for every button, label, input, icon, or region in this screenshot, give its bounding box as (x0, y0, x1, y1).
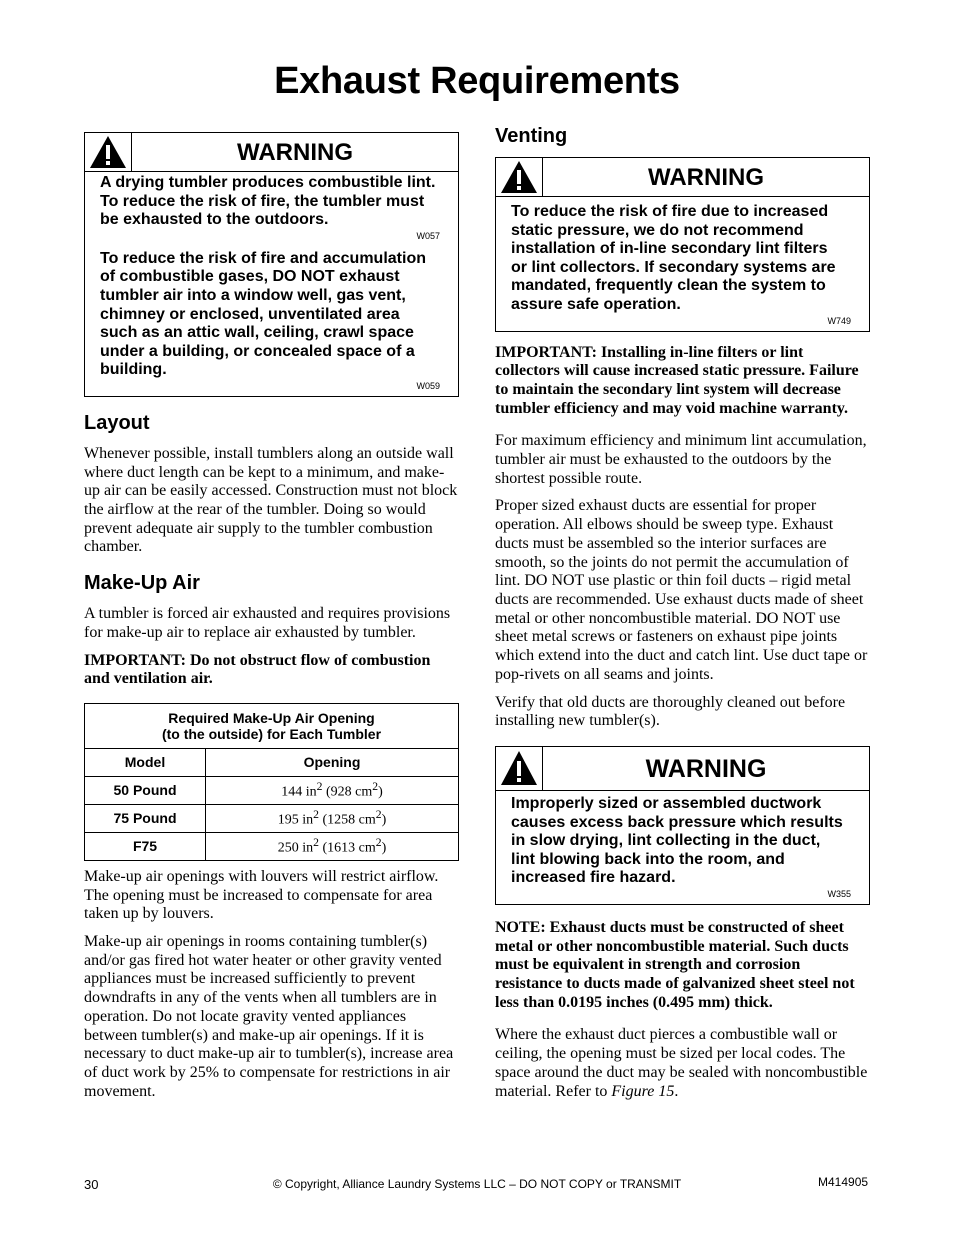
paragraph-layout: Whenever possible, install tumblers along an outside wall where duct length can be kept to a minimum, and make-up air can be easily accessed. Construction must not block the airflow at the rear of the tumbler. Doing so would prevent adequate air supply to the tumbler combustion chamber. (84, 444, 458, 556)
warning-title: WARNING (237, 139, 353, 166)
paragraph-louvers: Make-up air openings with louvers will restrict airflow. The opening must be increased to compensate for area taken up by louvers. (84, 867, 439, 923)
warning-code: W059 (416, 380, 440, 391)
cell-model: 75 Pound (85, 804, 206, 832)
makeup-air-table (84, 703, 459, 861)
warning-box-combustible-lint (84, 132, 459, 397)
warning-text: A drying tumbler produces combustible lint. To reduce the risk of fire, the tumbler must be exhausted to the outdoors. (100, 174, 436, 229)
warning-icon-cell (85, 133, 132, 171)
table-row (85, 832, 459, 860)
warning-header (85, 133, 458, 172)
warning-code: W057 (416, 230, 440, 241)
warning-box-ductwork (495, 746, 870, 905)
note-exhaust-ducts: NOTE: Exhaust ducts must be constructed of sheet metal or other noncombustible material. Such ducts must be equivalent in strength and corrosion resistance to ducts made of galvanized sheet steel not less than 0.0195 inches (0.495 mm) thick. (495, 918, 855, 1011)
page-title: Exhaust Requirements (274, 60, 680, 102)
left-column (84, 132, 459, 1101)
warning-body (85, 172, 458, 396)
column-header-opening: Opening (206, 748, 459, 776)
warning-triangle-icon (500, 750, 538, 786)
warning-icon-cell (496, 747, 543, 790)
warning-text: To reduce the risk of fire and accumulation of combustible gases, DO NOT exhaust tumbler air into a window well, gas vent, chimney or enclosed, unventilated area such as an attic wall, ceiling, crawl space under a building, or concealed space of a building. (100, 249, 426, 379)
paragraph-combustible-wall: Where the exhaust duct pierces a combustible wall or ceiling, the opening must be sized per local codes. The space around the duct may be sealed with noncombustible material. Refer to Figure 15. (495, 1026, 868, 1100)
paragraph-makeup-air: A tumbler is forced air exhausted and requires provisions for make-up air to replace air exhausted by tumbler. (84, 605, 451, 641)
warning-body (496, 791, 869, 904)
section-heading-venting: Venting (495, 125, 568, 147)
warning-triangle-icon (500, 160, 538, 194)
important-note-filters: IMPORTANT: Installing in-line filters or lint collectors will cause increased static pressure. Failure to maintain the secondary lint system will decrease tumbler efficiency and may void machine warranty. (495, 343, 859, 417)
warning-body (496, 197, 869, 331)
warning-title: WARNING (645, 754, 767, 783)
table-row (85, 776, 459, 804)
table-caption (85, 703, 459, 748)
cell-opening: 250 $in^2$ (1613 $cm^2$) (206, 832, 459, 860)
section-heading-layout: Layout (84, 411, 150, 434)
warning-text: To reduce the risk of fire due to increased static pressure, we do not recommend installation of in-line secondary lint filters or lint collectors. If secondary systems are mandated, frequently clean the system to assure safe operation. (511, 203, 836, 313)
cell-opening: 195 $in^2$ (1258 $cm^2$) (206, 804, 459, 832)
page-number: 30 (84, 1177, 99, 1192)
document-number: M414905 (818, 1175, 869, 1189)
section-heading-makeup-air: Make-Up Air (84, 572, 200, 595)
table-caption-line1: Required Make-Up Air Opening (168, 709, 375, 726)
warning-icon-cell (496, 158, 543, 196)
table-row (85, 804, 459, 832)
paragraph-verify: Verify that old ducts are thoroughly cleaned out before installing new tumbler(s). (495, 693, 846, 730)
paragraph-ducts: Proper sized exhaust ducts are essential for proper operation. All elbows should be sweep type. Exhaust ducts must be assembled so the interior surfaces are smooth, so the joints do not permit the accumulation of lint. DO NOT use plastic or thin foil ducts – rigid metal ducts are recommended. Use exhaust ducts made of sheet metal or other noncombustible material. DO NOT use sheet metal screws or fasteners on exhaust pipe joints which extend into the duct and catch lint. Use duct tape or pop-rivets on all seams and joints. (495, 497, 868, 683)
cell-model: 50 Pound (85, 776, 206, 804)
warning-code: W749 (827, 315, 851, 326)
column-header-model: Model (85, 748, 206, 776)
warning-title: WARNING (648, 164, 764, 191)
cell-opening: 144 $in^2$ (928 $cm^2$) (206, 776, 459, 804)
warning-box-static-pressure (495, 157, 870, 332)
footer-copyright: © Copyright, Alliance Laundry Systems LLC – DO NOT COPY or TRANSMIT (272, 1177, 682, 1191)
cell-model: F75 (85, 832, 206, 860)
warning-text: Improperly sized or assembled ductwork causes excess back pressure which results in slow drying, lint collecting in the duct, lint blowing back into the room, and increased fire hazard. (511, 794, 843, 887)
warning-triangle-icon (89, 135, 127, 169)
right-column (495, 124, 870, 1101)
important-note-obstruct: IMPORTANT: Do not obstruct flow of combustion and ventilation air. (84, 651, 431, 688)
table-caption-line2: (to the outside) for Each Tumbler (161, 725, 382, 742)
warning-header (496, 747, 869, 791)
warning-code: W355 (827, 888, 851, 899)
figure-reference: Figure 15 (611, 1082, 675, 1100)
paragraph-efficiency: For maximum efficiency and minimum lint accumulation, tumbler air must be exhausted to the outdoors by the shortest possible route. (495, 432, 867, 487)
warning-header (496, 158, 869, 197)
paragraph-rooms: Make-up air openings in rooms containing tumbler(s) and/or gas fired hot water heater or other gravity vented appliances must be increased sufficiently to prevent downdrafts in any of the vents when all tumblers are in operation. Do not locate gravity vented appliances between tumbler(s) and make-up air openings. If it is necessary to duct make-up air to tumbler(s), increase area of duct work by 25% to compensate for restrictions in air movement. (84, 933, 454, 1100)
